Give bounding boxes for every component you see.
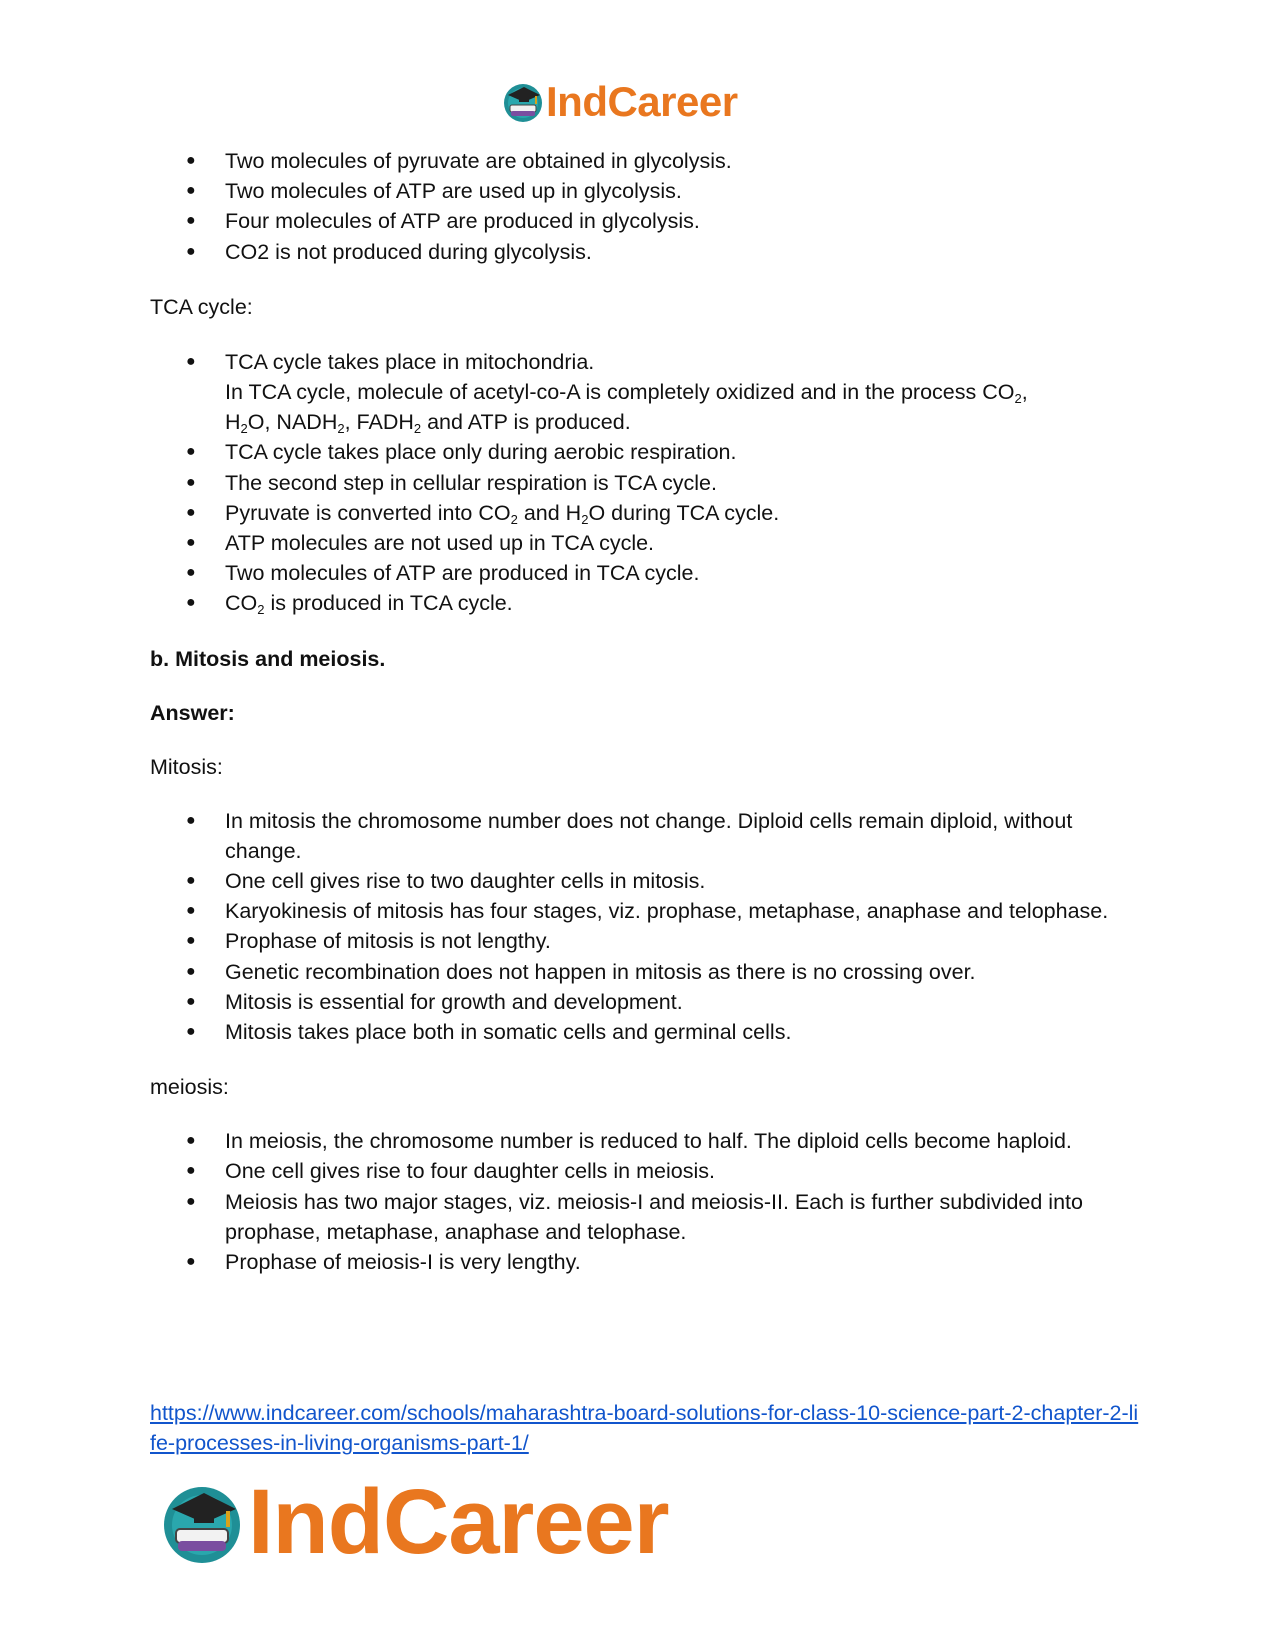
source-link[interactable]: https://www.indcareer.com/schools/maharashtra-board-solutions-for-class-10-science-part-2-chapter-2-life-processes-in-living-organisms-part-1/ [150,1401,1139,1455]
list-item: ● $CO_2$ is produced in TCA cycle. [150,588,1140,618]
bullet-icon: ● [186,443,196,461]
list-item: ● One cell gives rise to four daughter cells in meiosis. [150,1156,1140,1186]
bullet-icon: ● [186,811,196,829]
list-item: ● Karyokinesis of mitosis has four stages, viz. prophase, metaphase, anaphase and telophase. [150,896,1140,926]
bullet-icon: ● [186,503,196,521]
bullet-icon: ● [186,182,196,200]
list-item: ● Two molecules of pyruvate are obtained in glycolysis. [150,146,1140,176]
list-item: ● Meiosis has two major stages, viz. meiosis-I and meiosis-II. Each is further subdivided into prophase, metaphase, anaphase and telophase. [150,1187,1140,1247]
list-item: ● The second step in cellular respiration is TCA cycle. [150,468,1140,498]
bullet-icon: ● [186,872,196,890]
bullet-icon: ● [186,212,196,230]
bullet-icon: ● [186,1162,196,1180]
list-item: ● ATP molecules are not used up in TCA cycle. [150,528,1140,558]
list-item: ● Four molecules of ATP are produced in glycolysis. [150,206,1140,236]
bullet-icon: ● [186,594,196,612]
list-item: ● Two molecules of ATP are used up in glycolysis. [150,176,1140,206]
question-heading: b. Mitosis and meiosis. [150,646,386,671]
list-item: ● In meiosis, the chromosome number is reduced to half. The diploid cells become haploid. [150,1126,1140,1156]
list-item: ● Mitosis is essential for growth and development. [150,987,1140,1017]
bullet-icon: ● [186,242,196,260]
footer-logo [160,1470,669,1575]
bullet-icon: ● [186,932,196,950]
list-item: ● Two molecules of ATP are produced in TCA cycle. [150,558,1140,588]
meiosis-heading: meiosis: [150,1075,229,1100]
bullet-icon: ● [186,152,196,169]
mitosis-list [150,806,1140,1048]
list-item: ● Pyruvate is converted into $CO_2$ and $H_2O$ during TCA cycle. [150,498,1140,528]
logo-wordmark: IndCareer [248,1471,669,1573]
list-item: ● CO2 is not produced during glycolysis. [150,237,1140,267]
glycolysis-list [150,146,1140,267]
list-item: ● One cell gives rise to two daughter cells in mitosis. [150,866,1140,896]
meiosis-list [150,1126,1140,1277]
graduation-cap-icon [160,1481,244,1565]
list-item: ● In mitosis the chromosome number does not change. Diploid cells remain diploid, without change. [150,806,1140,866]
mitosis-heading: Mitosis: [150,754,223,779]
bullet-icon: ● [186,902,196,920]
list-item: ● Genetic recombination does not happen in mitosis as there is no crossing over. [150,957,1140,987]
bullet-icon: ● [186,1192,196,1210]
bullet-icon: ● [186,564,196,582]
bullet-icon: ● [186,352,196,370]
logo-wordmark: IndCareer [546,78,738,125]
list-item: ● Prophase of meiosis-I is very lengthy. [150,1247,1140,1277]
tca-list [150,347,1140,619]
bullet-icon: ● [186,962,196,980]
bullet-icon: ● [186,1132,196,1150]
bullet-icon: ● [186,1253,196,1271]
graduation-cap-icon [502,81,544,123]
bullet-icon: ● [186,992,196,1010]
bullet-icon: ● [186,473,196,491]
list-item: ● TCA cycle takes place in mitochondria. In TCA cycle, molecule of acetyl-co-A is completely oxidized and in the process $CO_2$, $H_2O$, $NADH_2$, $FADH_2$ and ATP is produced. [150,347,1140,438]
bullet-icon: ● [186,534,196,552]
answer-label: Answer: [150,700,235,725]
list-item: ● Mitosis takes place both in somatic cells and germinal cells. [150,1017,1140,1047]
list-item: ● Prophase of mitosis is not lengthy. [150,926,1140,956]
bullet-icon: ● [186,1023,196,1041]
document-body [150,146,1140,1277]
tca-heading: TCA cycle: [150,294,253,319]
header-logo [502,78,738,126]
list-item: ● TCA cycle takes place only during aerobic respiration. [150,437,1140,467]
